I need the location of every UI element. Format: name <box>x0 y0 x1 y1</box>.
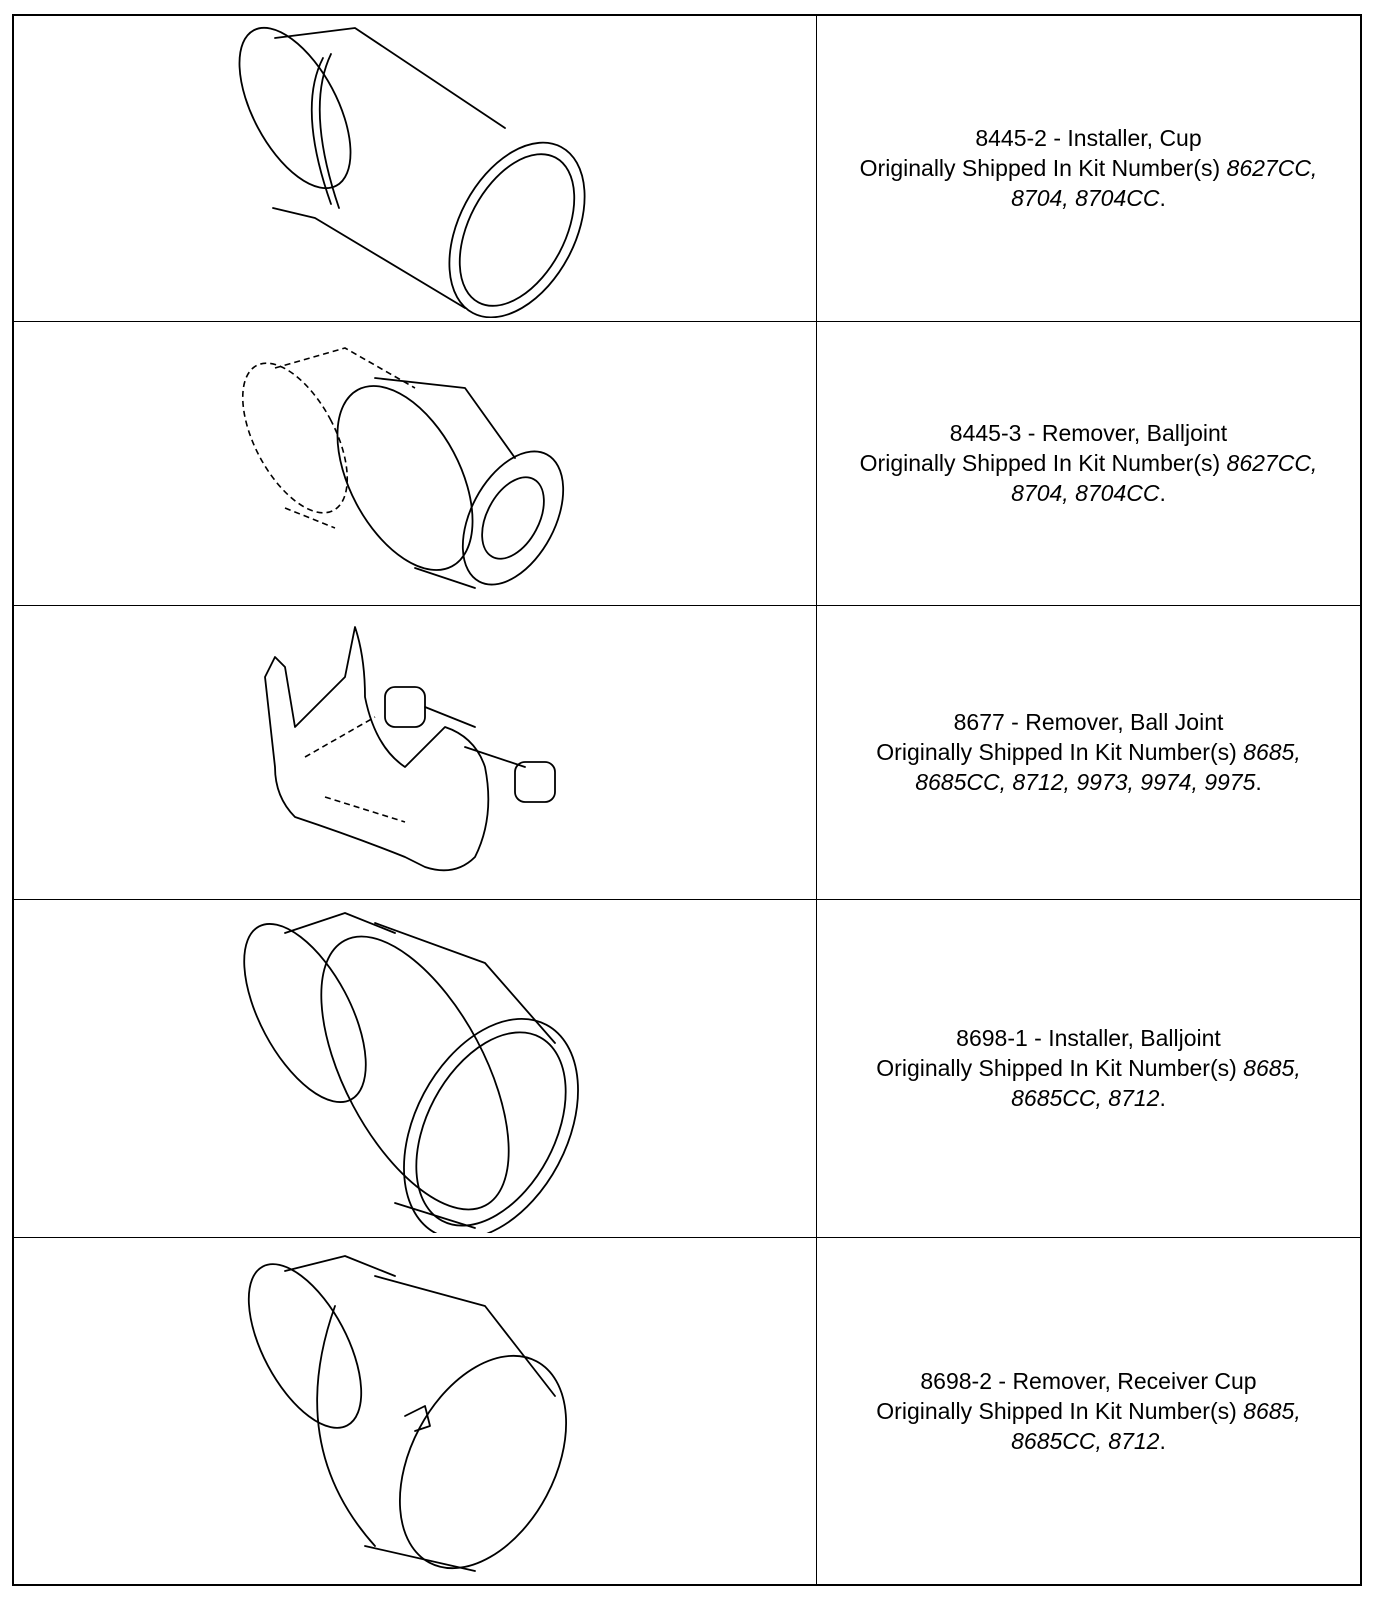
tool-title: 8445-2 - Installer, Cup <box>975 125 1202 152</box>
kit-prefix: Originally Shipped In Kit Number(s) <box>859 450 1227 476</box>
tool-description <box>817 15 1362 321</box>
tool-row <box>13 899 1361 1237</box>
tool-description <box>817 1237 1362 1585</box>
balljoint-remover-drawing <box>215 328 615 598</box>
ball-joint-press-drawing <box>235 617 595 887</box>
tool-image-cell <box>13 605 817 899</box>
tool-kits-line <box>817 448 1360 508</box>
tool-description <box>817 899 1362 1237</box>
tool-kits-line <box>817 737 1360 797</box>
kit-prefix: Originally Shipped In Kit Number(s) <box>859 155 1227 182</box>
kit-tail: . <box>1159 1427 1166 1454</box>
kit-prefix: Originally Shipped In Kit Number(s) <box>876 739 1244 765</box>
tool-kits-line <box>817 1053 1360 1113</box>
tool-row <box>13 1237 1361 1585</box>
kit-prefix: Originally Shipped In Kit Number(s) <box>876 1055 1244 1081</box>
tool-image-cell <box>13 15 817 321</box>
tool-row <box>13 605 1361 899</box>
tool-image-cell <box>13 1237 817 1585</box>
tool-title: 8445-3 - Remover, Balljoint <box>949 420 1228 446</box>
tool-title: 8698-2 - Remover, Receiver Cup <box>920 1367 1257 1394</box>
tool-image-cell <box>13 321 817 605</box>
kit-numbers: 8685, 8685CC, 8712 <box>1011 1055 1301 1111</box>
tool-kits-line <box>817 153 1360 213</box>
receiver-cup-drawing <box>215 1246 615 1576</box>
kit-tail: . <box>1159 480 1166 506</box>
kit-numbers: 8627CC, 8704, 8704CC <box>1011 155 1318 212</box>
cup-installer-drawing <box>205 18 625 318</box>
tool-row <box>13 15 1361 321</box>
kit-tail: . <box>1255 769 1262 795</box>
tool-image-cell <box>13 899 817 1237</box>
balljoint-installer-drawing <box>215 903 615 1233</box>
kit-tail: . <box>1159 1085 1166 1111</box>
tool-description <box>817 605 1362 899</box>
kit-numbers: 8685, 8685CC, 8712, 9973, 9974, 9975 <box>915 739 1301 795</box>
kit-numbers: 8685, 8685CC, 8712 <box>1011 1397 1301 1454</box>
kit-numbers: 8627CC, 8704, 8704CC <box>1011 450 1318 506</box>
tool-description <box>817 321 1362 605</box>
tool-title: 8698-1 - Installer, Balljoint <box>956 1025 1221 1051</box>
tools-table <box>12 14 1362 1586</box>
tool-row <box>13 321 1361 605</box>
tool-title: 8677 - Remover, Ball Joint <box>953 709 1224 735</box>
tool-kits-line <box>817 1396 1360 1456</box>
kit-tail: . <box>1159 185 1166 212</box>
kit-prefix: Originally Shipped In Kit Number(s) <box>876 1397 1244 1424</box>
